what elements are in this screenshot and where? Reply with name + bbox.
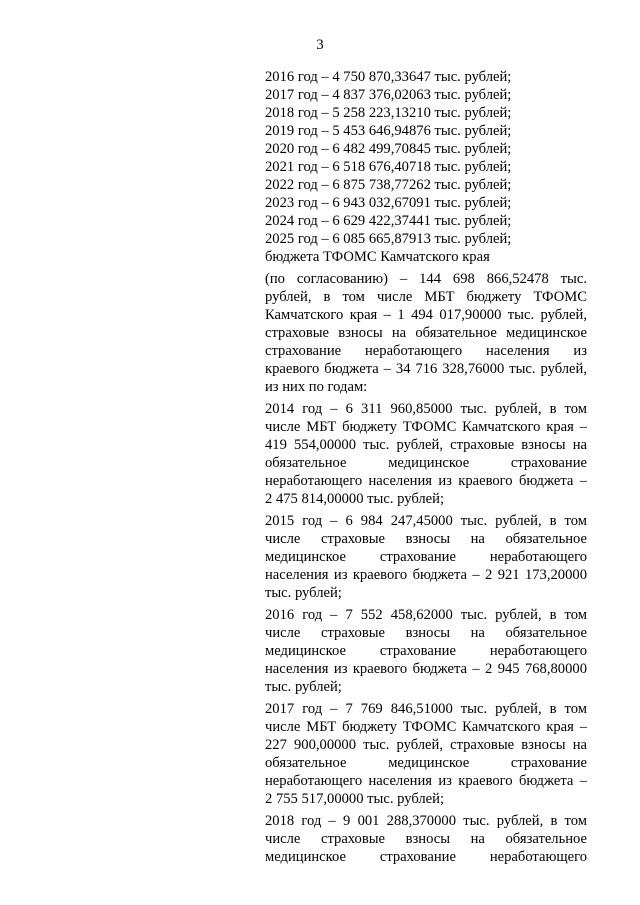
year-line-2025: 2025 год – 6 085 665,87913 тыс. рублей; xyxy=(265,231,512,247)
paragraph-last-line: 2 475 814,00000 тыс. рублей; xyxy=(265,491,445,507)
paragraph-line: медицинское страхование неработающего xyxy=(265,643,587,659)
paragraph-line: 2018 год – 9 001 288,370000 тыс. рублей, в том xyxy=(265,813,587,829)
year-line-2023: 2023 год – 6 943 032,67091 тыс. рублей; xyxy=(265,195,512,211)
tfoms-summary-paragraph xyxy=(265,270,587,396)
page-number: 3 xyxy=(316,37,324,53)
paragraph-line: обязательное медицинское страхование xyxy=(265,455,587,471)
year-line-2016: 2016 год – 4 750 870,33647 тыс. рублей; xyxy=(265,69,512,85)
paragraph-line: 2017 год – 7 769 846,51000 тыс. рублей, в том xyxy=(265,701,587,717)
paragraph-line: числе страховые взносы на обязательное xyxy=(265,531,587,547)
paragraph-line: 2015 год – 6 984 247,45000 тыс. рублей, в том xyxy=(265,513,587,529)
paragraph-line: населения из краевого бюджета – 2 921 173,20000 xyxy=(265,567,587,583)
paragraph-line: неработающего населения из краевого бюджета – xyxy=(265,473,587,489)
year-2017-paragraph xyxy=(265,700,587,808)
paragraph-line: 2014 год – 6 311 960,85000 тыс. рублей, в том xyxy=(265,401,587,417)
paragraph-last-line: тыс. рублей; xyxy=(265,679,342,695)
year-line-2024: 2024 год – 6 629 422,37441 тыс. рублей; xyxy=(265,213,512,229)
paragraph-line: обязательное медицинское страхование xyxy=(265,755,587,771)
paragraph-line: числе страховые взносы на обязательное xyxy=(265,831,587,847)
paragraph-line: краевого бюджета – 34 716 328,76000 тыс. рублей, xyxy=(265,361,587,377)
document-body xyxy=(265,68,587,866)
paragraph-line: числе МБТ бюджету ТФОМС Камчатского края – xyxy=(265,419,587,435)
paragraph-line: 2016 год – 7 552 458,62000 тыс. рублей, в том xyxy=(265,607,587,623)
year-2015-paragraph xyxy=(265,512,587,602)
year-line-2019: 2019 год – 5 453 646,94876 тыс. рублей; xyxy=(265,123,512,139)
tfoms-heading: бюджета ТФОМС Камчатского края xyxy=(265,249,490,265)
paragraph-last-line: из них по годам: xyxy=(265,379,368,395)
year-line-2022: 2022 год – 6 875 738,77262 тыс. рублей; xyxy=(265,177,512,193)
paragraph-line: (по согласованию) – 144 698 866,52478 тыс. xyxy=(265,271,587,287)
paragraph-line: 419 554,00000 тыс. рублей, страховые взносы на xyxy=(265,437,587,453)
paragraph-line: населения из краевого бюджета – 2 945 768,80000 xyxy=(265,661,587,677)
year-line-2017: 2017 год – 4 837 376,02063 тыс. рублей; xyxy=(265,87,512,103)
year-line-2021: 2021 год – 6 518 676,40718 тыс. рублей; xyxy=(265,159,512,175)
paragraph-line: числе страховые взносы на обязательное xyxy=(265,625,587,641)
paragraph-line: медицинское страхование неработающего xyxy=(265,849,587,865)
year-2014-paragraph xyxy=(265,400,587,508)
paragraph-line: Камчатского края – 1 494 017,90000 тыс. рублей, xyxy=(265,307,587,323)
paragraph-last-line: 2 755 517,00000 тыс. рублей; xyxy=(265,791,445,807)
year-line-2018: 2018 год – 5 258 223,13210 тыс. рублей; xyxy=(265,105,512,121)
paragraph-line: рублей, в том числе МБТ бюджету ТФОМС xyxy=(265,289,587,305)
paragraph-last-line: тыс. рублей; xyxy=(265,585,342,601)
year-2016-paragraph xyxy=(265,606,587,696)
annual-amounts-list xyxy=(265,68,587,248)
paragraph-line: числе МБТ бюджету ТФОМС Камчатского края – xyxy=(265,719,587,735)
paragraph-line: 227 900,00000 тыс. рублей, страховые взносы на xyxy=(265,737,587,753)
paragraph-line: медицинское страхование неработающего xyxy=(265,549,587,565)
paragraph-line: страховые взносы на обязательное медицинское xyxy=(265,325,587,341)
year-2018-paragraph xyxy=(265,812,587,866)
paragraph-line: неработающего населения из краевого бюджета – xyxy=(265,773,587,789)
paragraph-line: страхование неработающего населения из xyxy=(265,343,587,359)
year-line-2020: 2020 год – 6 482 499,70845 тыс. рублей; xyxy=(265,141,512,157)
